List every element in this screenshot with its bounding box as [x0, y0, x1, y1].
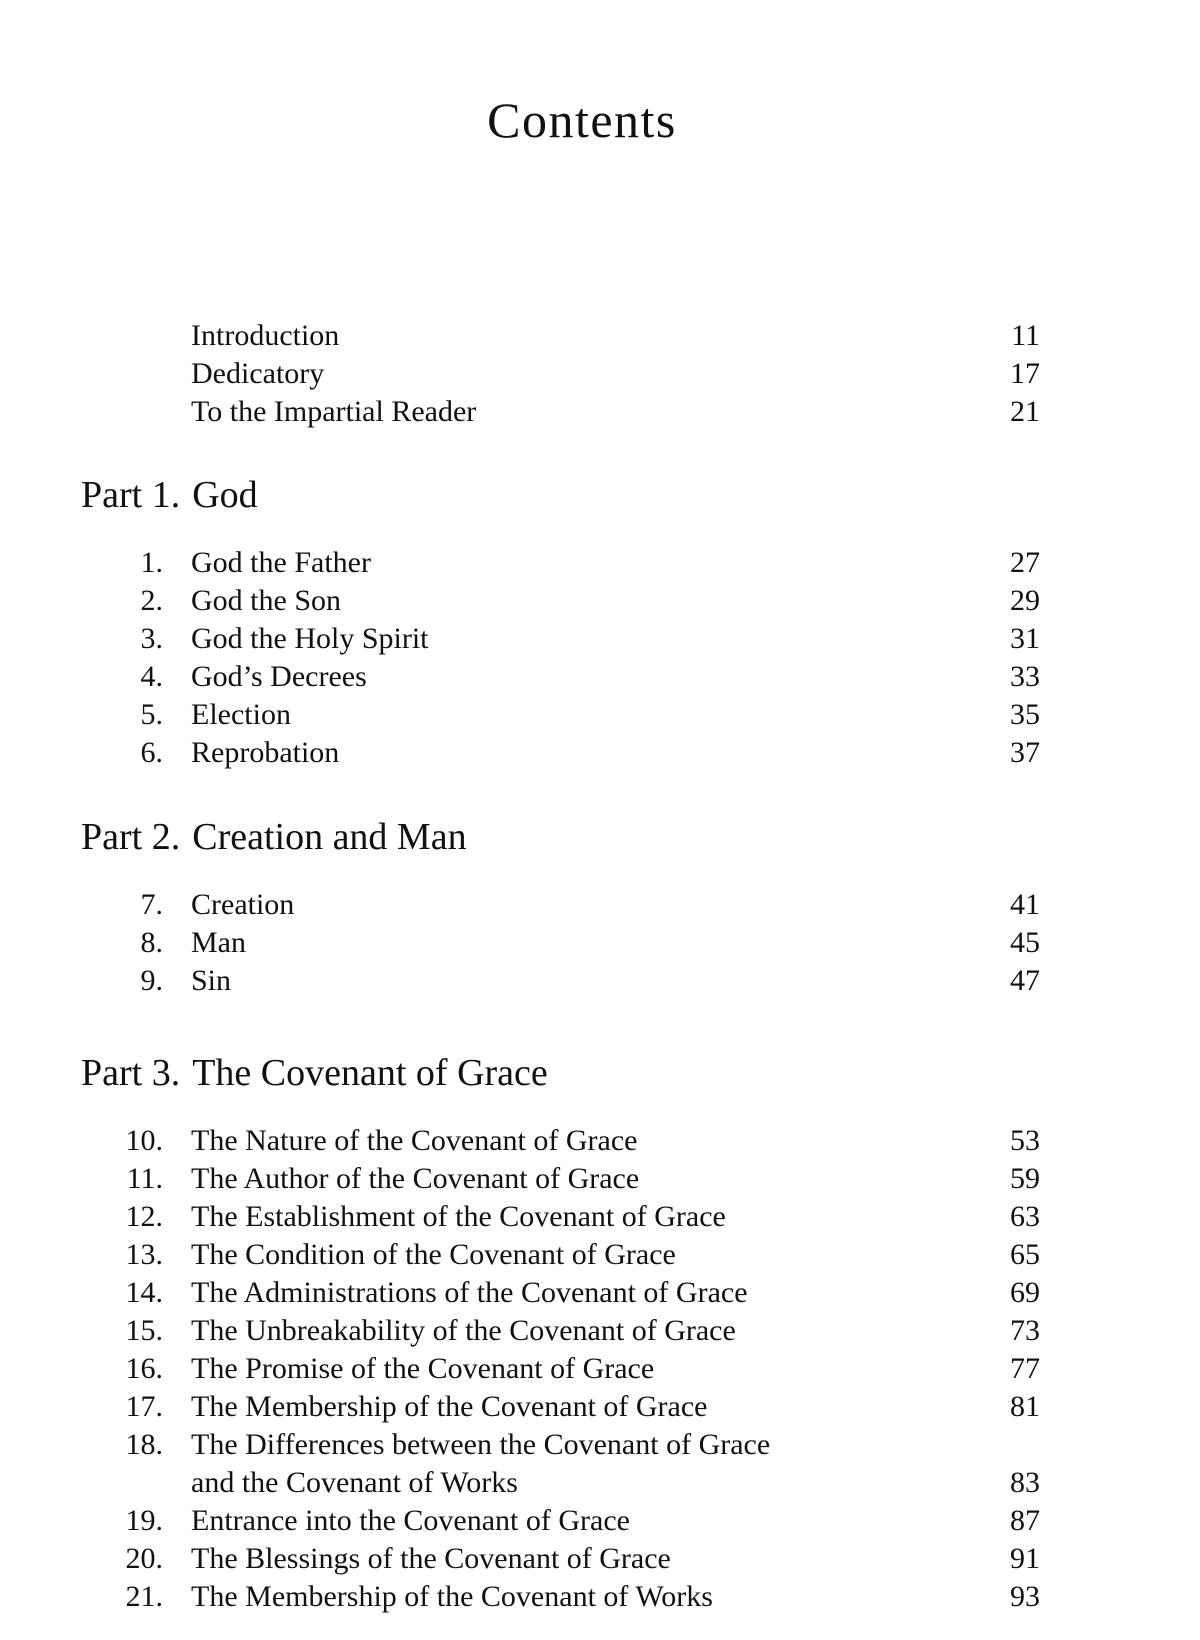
chapter-page: 53	[1010, 1124, 1040, 1157]
part-title: Creation and Man	[192, 816, 467, 858]
chapter-number: 5.	[140, 698, 163, 731]
toc-entry-dedicatory[interactable]	[0, 355, 1200, 393]
chapter-title: Creation	[191, 888, 295, 921]
chapter-page: 73	[1010, 1314, 1040, 1347]
chapter-page: 87	[1010, 1504, 1040, 1537]
entry-title: To the Impartial Reader	[191, 395, 477, 428]
chapter-page: 29	[1010, 584, 1040, 617]
chapter-title: Entrance into the Covenant of Grace	[191, 1504, 630, 1537]
part-heading-3	[81, 1052, 548, 1094]
toc-chapter-16[interactable]	[0, 1350, 1200, 1388]
toc-chapter-15[interactable]	[0, 1312, 1200, 1350]
chapter-page: 37	[1010, 736, 1040, 769]
chapter-number: 1.	[140, 546, 163, 579]
chapter-page: 33	[1010, 660, 1040, 693]
chapter-number: 3.	[140, 622, 163, 655]
chapter-number: 10.	[125, 1124, 163, 1157]
chapter-number: 13.	[125, 1238, 163, 1271]
chapter-page: 81	[1010, 1390, 1040, 1423]
chapter-number: 14.	[125, 1276, 163, 1309]
toc-chapter-2[interactable]	[0, 582, 1200, 620]
toc-chapter-21[interactable]	[0, 1578, 1200, 1616]
chapter-page: 91	[1010, 1542, 1040, 1575]
chapter-number: 16.	[125, 1352, 163, 1385]
part-title: The Covenant of Grace	[192, 1052, 548, 1094]
chapter-page: 45	[1010, 926, 1040, 959]
chapter-title: Man	[191, 926, 246, 959]
entry-title: Introduction	[191, 319, 340, 352]
chapter-page: 63	[1010, 1200, 1040, 1233]
entry-page: 11	[1011, 319, 1040, 352]
toc-chapter-12[interactable]	[0, 1198, 1200, 1236]
chapter-number: 4.	[140, 660, 163, 693]
chapter-title: The Establishment of the Covenant of Grace	[191, 1200, 726, 1233]
toc-chapter-20[interactable]	[0, 1540, 1200, 1578]
chapter-page: 93	[1010, 1580, 1040, 1613]
chapter-page: 31	[1010, 622, 1040, 655]
toc-chapter-5[interactable]	[0, 696, 1200, 734]
toc-chapter-14[interactable]	[0, 1274, 1200, 1312]
chapter-title: God the Father	[191, 546, 371, 579]
chapter-title: The Membership of the Covenant of Grace	[191, 1390, 708, 1423]
toc-chapter-9[interactable]	[0, 962, 1200, 1000]
chapter-number: 15.	[125, 1314, 163, 1347]
chapter-number: 11.	[126, 1162, 163, 1195]
chapter-title: The Nature of the Covenant of Grace	[191, 1124, 638, 1157]
toc-chapter-11[interactable]	[0, 1160, 1200, 1198]
toc-entry-impartial-reader[interactable]	[0, 393, 1200, 431]
toc-chapter-13[interactable]	[0, 1236, 1200, 1274]
chapter-title-continuation: and the Covenant of Works	[191, 1466, 518, 1499]
toc-chapter-4[interactable]	[0, 658, 1200, 696]
entry-page: 21	[1010, 395, 1040, 428]
chapter-number: 18.	[125, 1428, 163, 1461]
chapter-title: Reprobation	[191, 736, 340, 769]
chapter-number: 20.	[125, 1542, 163, 1575]
toc-chapter-3[interactable]	[0, 620, 1200, 658]
toc-chapter-1[interactable]	[0, 544, 1200, 582]
chapter-page: 35	[1010, 698, 1040, 731]
chapter-title: The Differences between the Covenant of Grace	[191, 1428, 771, 1461]
toc-chapter-6[interactable]	[0, 734, 1200, 772]
chapter-page: 27	[1010, 546, 1040, 579]
chapter-number: 17.	[125, 1390, 163, 1423]
chapter-page: 59	[1010, 1162, 1040, 1195]
toc-chapter-10[interactable]	[0, 1122, 1200, 1160]
chapter-number: 6.	[140, 736, 163, 769]
part-label: Part 3.	[81, 1052, 181, 1094]
chapter-title: The Membership of the Covenant of Works	[191, 1580, 713, 1613]
entry-page: 17	[1010, 357, 1040, 390]
toc-chapter-7[interactable]	[0, 886, 1200, 924]
toc-chapter-17[interactable]	[0, 1388, 1200, 1426]
chapter-title: The Unbreakability of the Covenant of Grace	[191, 1314, 736, 1347]
chapter-page: 65	[1010, 1238, 1040, 1271]
chapter-number: 8.	[140, 926, 163, 959]
chapter-page: 47	[1010, 964, 1040, 997]
part-label: Part 1.	[81, 474, 181, 516]
toc-entry-introduction[interactable]	[0, 317, 1200, 355]
toc-chapter-8[interactable]	[0, 924, 1200, 962]
part-label: Part 2.	[81, 816, 181, 858]
part-heading-1	[81, 474, 258, 516]
part-title: God	[192, 474, 258, 516]
chapter-title: The Condition of the Covenant of Grace	[191, 1238, 676, 1271]
chapter-title: The Blessings of the Covenant of Grace	[191, 1542, 671, 1575]
chapter-page: 83	[1010, 1466, 1040, 1499]
part-heading-2	[81, 816, 467, 858]
chapter-title: The Author of the Covenant of Grace	[191, 1162, 640, 1195]
chapter-title: God the Son	[191, 584, 341, 617]
chapter-title: Sin	[191, 964, 232, 997]
chapter-title: God the Holy Spirit	[191, 622, 429, 655]
chapter-page: 77	[1010, 1352, 1040, 1385]
chapter-title: Election	[191, 698, 291, 731]
chapter-title: God’s Decrees	[191, 660, 367, 693]
chapter-number: 9.	[140, 964, 163, 997]
chapter-number: 12.	[125, 1200, 163, 1233]
entry-title: Dedicatory	[191, 357, 325, 390]
chapter-page: 69	[1010, 1276, 1040, 1309]
chapter-number: 19.	[125, 1504, 163, 1537]
toc-chapter-19[interactable]	[0, 1502, 1200, 1540]
chapter-title: The Administrations of the Covenant of Grace	[191, 1276, 748, 1309]
chapter-number: 7.	[140, 888, 163, 921]
toc-chapter-18-continuation[interactable]	[0, 1464, 1200, 1502]
chapter-number: 2.	[140, 584, 163, 617]
page-title: Contents	[487, 92, 677, 148]
chapter-page: 41	[1010, 888, 1040, 921]
toc-chapter-18[interactable]	[0, 1426, 1200, 1464]
chapter-title: The Promise of the Covenant of Grace	[191, 1352, 655, 1385]
chapter-number: 21.	[125, 1580, 163, 1613]
